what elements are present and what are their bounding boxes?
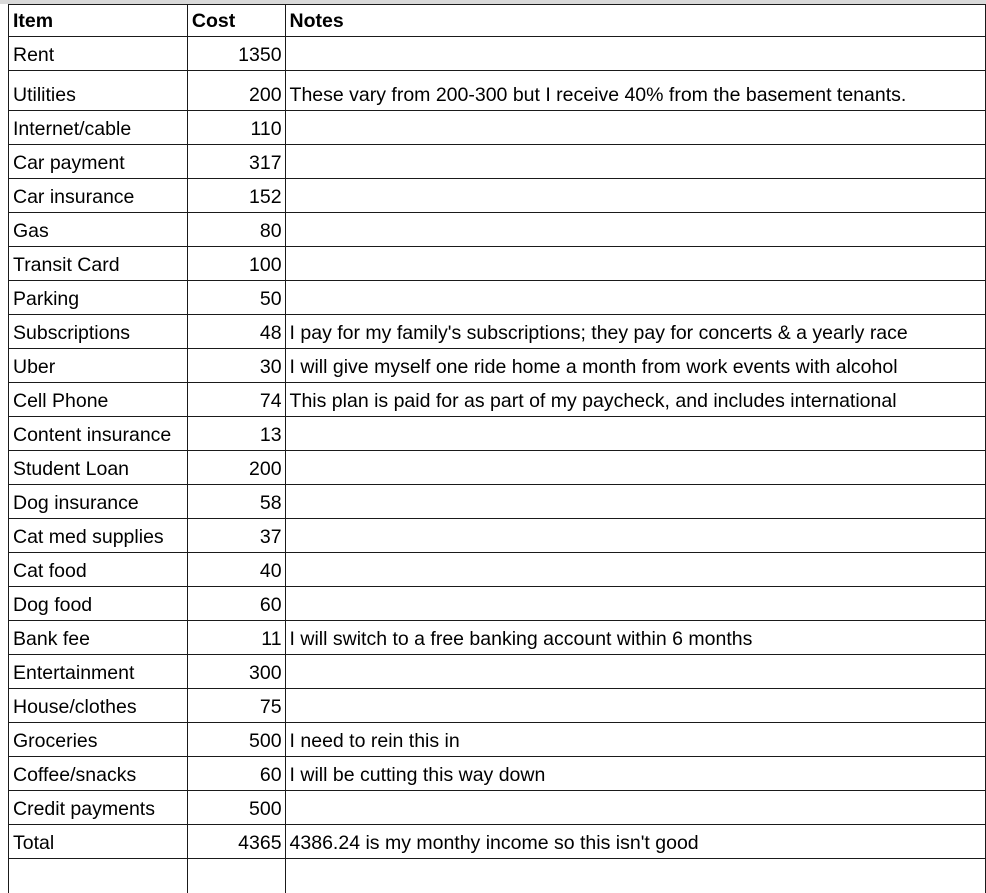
- cell-cost[interactable]: 60: [187, 587, 285, 621]
- table-row: [9, 111, 986, 145]
- cell-cost[interactable]: 1350: [187, 37, 285, 71]
- cell-notes[interactable]: I will give myself one ride home a month from work events with alcohol: [285, 349, 985, 383]
- cell-item[interactable]: Gas: [9, 213, 188, 247]
- cell-item[interactable]: Groceries: [9, 723, 188, 757]
- cell-cost[interactable]: 200: [187, 71, 285, 111]
- cell-cost[interactable]: 30: [187, 349, 285, 383]
- cell-notes[interactable]: [285, 213, 985, 247]
- table-row: [9, 825, 986, 859]
- table-row: [9, 213, 986, 247]
- cell-item[interactable]: Uber: [9, 349, 188, 383]
- empty-cell[interactable]: [187, 859, 285, 893]
- cell-notes[interactable]: [285, 247, 985, 281]
- table-row: [9, 791, 986, 825]
- cell-notes[interactable]: [285, 791, 985, 825]
- table-row: [9, 37, 986, 71]
- cell-notes[interactable]: [285, 179, 985, 213]
- table-row: [9, 621, 986, 655]
- cell-cost[interactable]: 50: [187, 281, 285, 315]
- cell-item[interactable]: Transit Card: [9, 247, 188, 281]
- cell-cost[interactable]: 40: [187, 553, 285, 587]
- empty-row: [9, 859, 986, 893]
- cell-item[interactable]: Utilities: [9, 71, 188, 111]
- cell-notes[interactable]: [285, 37, 985, 71]
- table-row: [9, 349, 986, 383]
- table-row: [9, 553, 986, 587]
- cell-notes[interactable]: [285, 281, 985, 315]
- table-row: [9, 179, 986, 213]
- cell-notes[interactable]: 4386.24 is my monthy income so this isn't good: [285, 825, 985, 859]
- cell-notes[interactable]: [285, 417, 985, 451]
- cell-item[interactable]: Car insurance: [9, 179, 188, 213]
- cell-notes[interactable]: I need to rein this in: [285, 723, 985, 757]
- cell-notes[interactable]: This plan is paid for as part of my paycheck, and includes international: [285, 383, 985, 417]
- cell-notes[interactable]: [285, 485, 985, 519]
- cell-item[interactable]: House/clothes: [9, 689, 188, 723]
- cell-cost[interactable]: 60: [187, 757, 285, 791]
- cell-cost[interactable]: 75: [187, 689, 285, 723]
- cell-cost[interactable]: 110: [187, 111, 285, 145]
- cell-notes[interactable]: [285, 145, 985, 179]
- table-row: [9, 655, 986, 689]
- cell-cost[interactable]: 11: [187, 621, 285, 655]
- cell-item[interactable]: Car payment: [9, 145, 188, 179]
- table-row: [9, 417, 986, 451]
- cell-notes[interactable]: I pay for my family's subscriptions; they pay for concerts & a yearly race: [285, 315, 985, 349]
- cell-notes[interactable]: [285, 451, 985, 485]
- cell-notes[interactable]: [285, 655, 985, 689]
- table-row: [9, 723, 986, 757]
- table-row: [9, 145, 986, 179]
- table-row: [9, 451, 986, 485]
- header-row: [9, 5, 986, 37]
- table-row: [9, 383, 986, 417]
- cell-item[interactable]: Subscriptions: [9, 315, 188, 349]
- table-row: [9, 519, 986, 553]
- cell-cost[interactable]: 317: [187, 145, 285, 179]
- cell-cost[interactable]: 500: [187, 723, 285, 757]
- cell-item[interactable]: Parking: [9, 281, 188, 315]
- cell-item[interactable]: Credit payments: [9, 791, 188, 825]
- cell-cost[interactable]: 200: [187, 451, 285, 485]
- cell-item[interactable]: Dog insurance: [9, 485, 188, 519]
- budget-table: [8, 4, 986, 893]
- cell-item[interactable]: Internet/cable: [9, 111, 188, 145]
- cell-item[interactable]: Total: [9, 825, 188, 859]
- table-row: [9, 71, 986, 111]
- cell-notes[interactable]: These vary from 200-300 but I receive 40% from the basement tenants.: [285, 71, 985, 111]
- cell-item[interactable]: Content insurance: [9, 417, 188, 451]
- cell-item[interactable]: Coffee/snacks: [9, 757, 188, 791]
- cell-item[interactable]: Entertainment: [9, 655, 188, 689]
- cell-notes[interactable]: I will be cutting this way down: [285, 757, 985, 791]
- header-cost[interactable]: Cost: [187, 5, 285, 37]
- cell-cost[interactable]: 74: [187, 383, 285, 417]
- table-row: [9, 587, 986, 621]
- cell-cost[interactable]: 152: [187, 179, 285, 213]
- cell-cost[interactable]: 4365: [187, 825, 285, 859]
- table-row: [9, 281, 986, 315]
- empty-cell[interactable]: [9, 859, 188, 893]
- cell-notes[interactable]: [285, 111, 985, 145]
- cell-item[interactable]: Student Loan: [9, 451, 188, 485]
- cell-cost[interactable]: 500: [187, 791, 285, 825]
- table-row: [9, 757, 986, 791]
- cell-notes[interactable]: [285, 587, 985, 621]
- cell-item[interactable]: Bank fee: [9, 621, 188, 655]
- table-row: [9, 485, 986, 519]
- cell-cost[interactable]: 300: [187, 655, 285, 689]
- table-row: [9, 315, 986, 349]
- cell-item[interactable]: Cat food: [9, 553, 188, 587]
- cell-notes[interactable]: [285, 519, 985, 553]
- cell-cost[interactable]: 37: [187, 519, 285, 553]
- table-body: [9, 37, 986, 893]
- table-row: [9, 689, 986, 723]
- cell-item[interactable]: Dog food: [9, 587, 188, 621]
- cell-cost[interactable]: 58: [187, 485, 285, 519]
- cell-cost[interactable]: 13: [187, 417, 285, 451]
- header-item[interactable]: Item: [9, 5, 188, 37]
- cell-cost[interactable]: 80: [187, 213, 285, 247]
- cell-notes[interactable]: I will switch to a free banking account within 6 months: [285, 621, 985, 655]
- table-row: [9, 247, 986, 281]
- cell-item[interactable]: Rent: [9, 37, 188, 71]
- cell-cost[interactable]: 100: [187, 247, 285, 281]
- cell-item[interactable]: Cat med supplies: [9, 519, 188, 553]
- cell-item[interactable]: Cell Phone: [9, 383, 188, 417]
- cell-cost[interactable]: 48: [187, 315, 285, 349]
- header-notes[interactable]: Notes: [285, 5, 985, 37]
- cell-notes[interactable]: [285, 553, 985, 587]
- empty-cell[interactable]: [285, 859, 985, 893]
- cell-notes[interactable]: [285, 689, 985, 723]
